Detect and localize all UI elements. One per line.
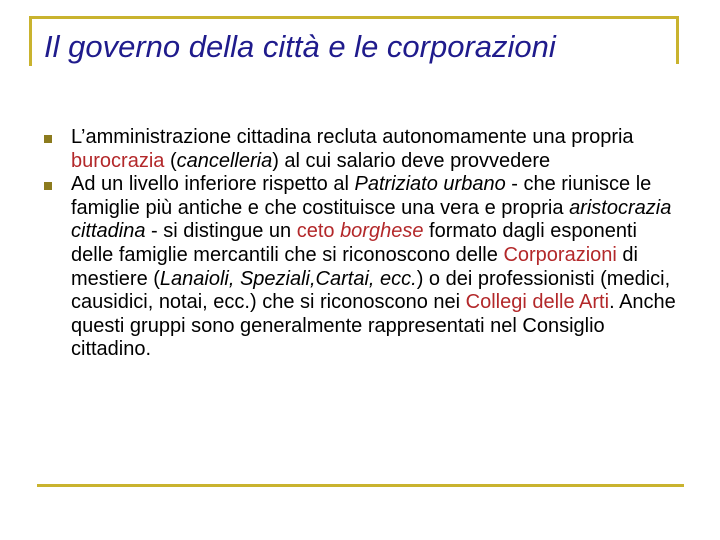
text-segment: ) o dei professionisti (medici, causidici, notai, ecc.) che si riconoscono nei	[71, 267, 671, 314]
square-bullet-icon	[44, 135, 52, 143]
frame-bottom-line	[37, 484, 684, 487]
text-segment: formato dagli esponenti delle famiglie mercantili che si riconoscono delle	[71, 220, 637, 266]
highlighted-term: Corporazioni	[503, 243, 617, 266]
highlighted-term: ceto	[296, 220, 341, 243]
bullet-text	[71, 126, 634, 172]
highlighted-term: burocrazia	[71, 149, 165, 172]
bullet-item	[44, 126, 684, 173]
frame-left-line	[29, 16, 32, 66]
text-segment: . Anche questi gruppi sono generalmente rappresentati nel Consiglio cittadino.	[71, 291, 676, 361]
frame-right-line	[676, 16, 679, 64]
slide-title: Il governo della città e le corporazioni	[44, 29, 556, 64]
text-segment: - si distingue un	[145, 220, 297, 243]
text-segment: (	[164, 149, 177, 172]
italic-term: cancelleria	[176, 149, 273, 172]
bullet-item	[44, 173, 684, 362]
bullet-text	[71, 173, 676, 360]
italic-term: aristocrazia cittadina	[71, 196, 672, 243]
bullet-list	[44, 126, 684, 362]
text-segment: di mestiere (	[71, 243, 638, 290]
highlighted-italic-term: borghese	[340, 220, 424, 243]
text-segment: L’amministrazione cittadina recluta autonomamente una propria	[71, 126, 634, 148]
italic-term: Lanaioli, Speziali,Cartai, ecc.	[159, 267, 417, 290]
frame-top-line	[31, 16, 679, 19]
highlighted-term: Collegi delle Arti	[465, 291, 610, 314]
text-segment: Ad un livello inferiore rispetto al	[71, 173, 355, 196]
text-segment: - che riunisce le famiglie più antiche e che costituisce una vera e propria	[71, 173, 652, 219]
text-segment: ) al cui salario deve provvedere	[272, 149, 551, 172]
italic-term: Patriziato urbano	[354, 173, 506, 196]
square-bullet-icon	[44, 182, 52, 190]
